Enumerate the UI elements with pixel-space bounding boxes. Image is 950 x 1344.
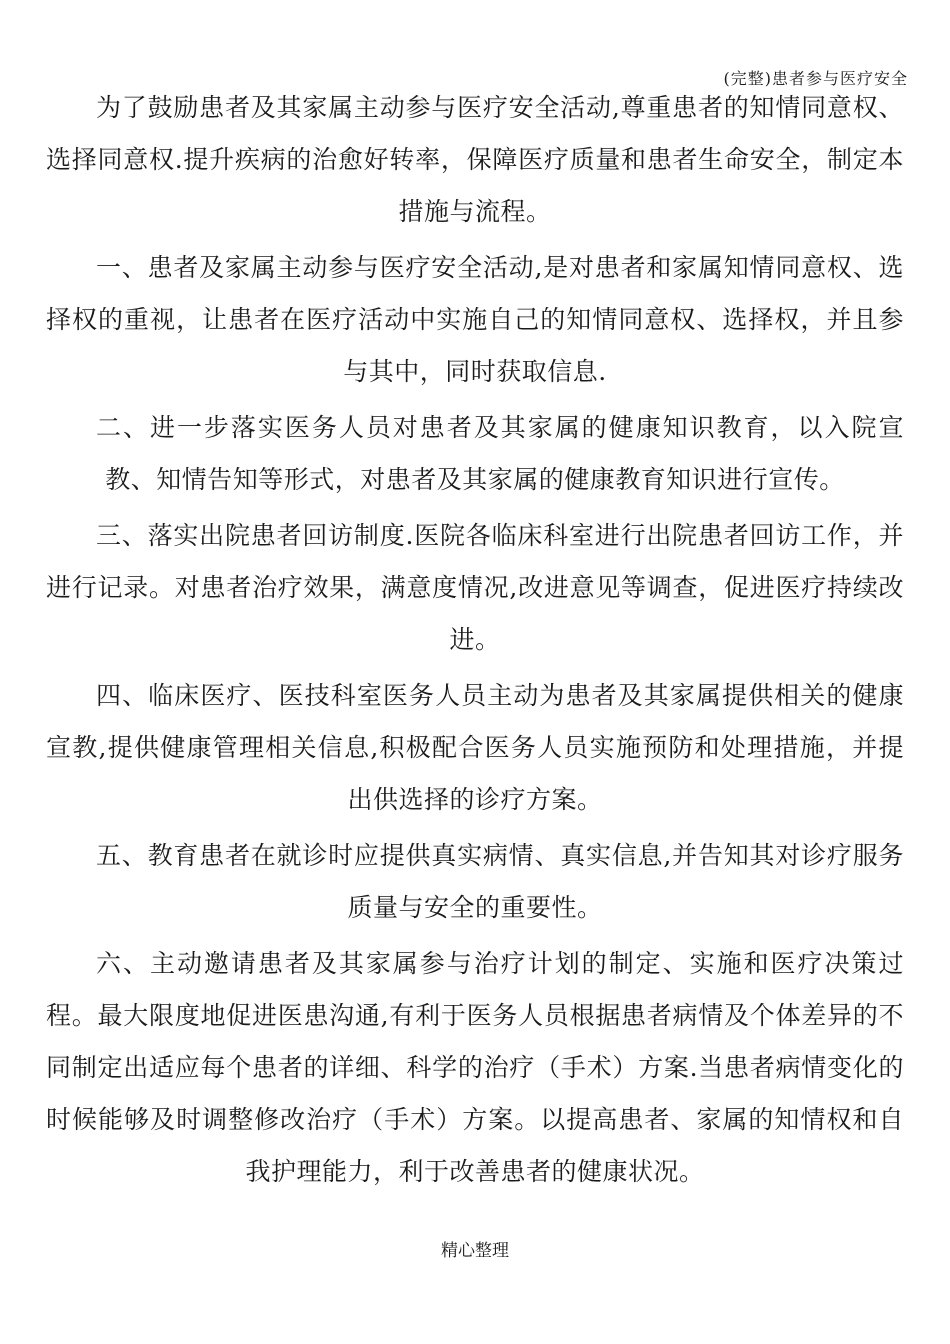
paragraph-item-6: 六、主动邀请患者及其家属参与治疗计划的制定、实施和医疗决策过程。最大限度地促进医患沟通,有利于医务人员根据患者病情及个体差异的不同制定出适应每个患者的详细、科学的治疗（手术）方案.当患者病情变化的时候能够及时调整修改治疗（手术）方案。以提高患者、家属的知情权和自我护理能力，利于改善患者的健康状况。 xyxy=(46,949,904,1186)
footer-note: 精心整理 xyxy=(441,1241,509,1261)
paragraph-item-2: 二、进一步落实医务人员对患者及其家属的健康知识教育，以入院宣教、知情告知等形式，对患者及其家属的健康教育知识进行宣传。 xyxy=(96,413,904,494)
document-header-title: (完整)患者参与医疗安全 xyxy=(723,69,908,88)
paragraph-item-3: 三、落实出院患者回访制度.医院各临床科室进行出院患者回访工作，并进行记录。对患者治疗效果，满意度情况,改进意见等调查，促进医疗持续改进。 xyxy=(46,521,904,654)
document-body xyxy=(46,82,904,1202)
paragraph-item-4: 四、临床医疗、医技科室医务人员主动为患者及其家属提供相关的健康宣教,提供健康管理相关信息,积极配合医务人员实施预防和处理措施，并提出供选择的诊疗方案。 xyxy=(46,681,904,814)
paragraph-item-1: 一、患者及家属主动参与医疗安全活动,是对患者和家属知情同意权、选择权的重视，让患者在医疗活动中实施自己的知情同意权、选择权，并且参与其中，同时获取信息. xyxy=(46,253,904,386)
paragraph-intro: 为了鼓励患者及其家属主动参与医疗安全活动,尊重患者的知情同意权、选择同意权.提升疾病的治愈好转率，保障医疗质量和患者生命安全，制定本措施与流程。 xyxy=(46,93,904,226)
paragraph-item-5: 五、教育患者在就诊时应提供真实病情、真实信息,并告知其对诊疗服务质量与安全的重要性。 xyxy=(96,841,904,922)
